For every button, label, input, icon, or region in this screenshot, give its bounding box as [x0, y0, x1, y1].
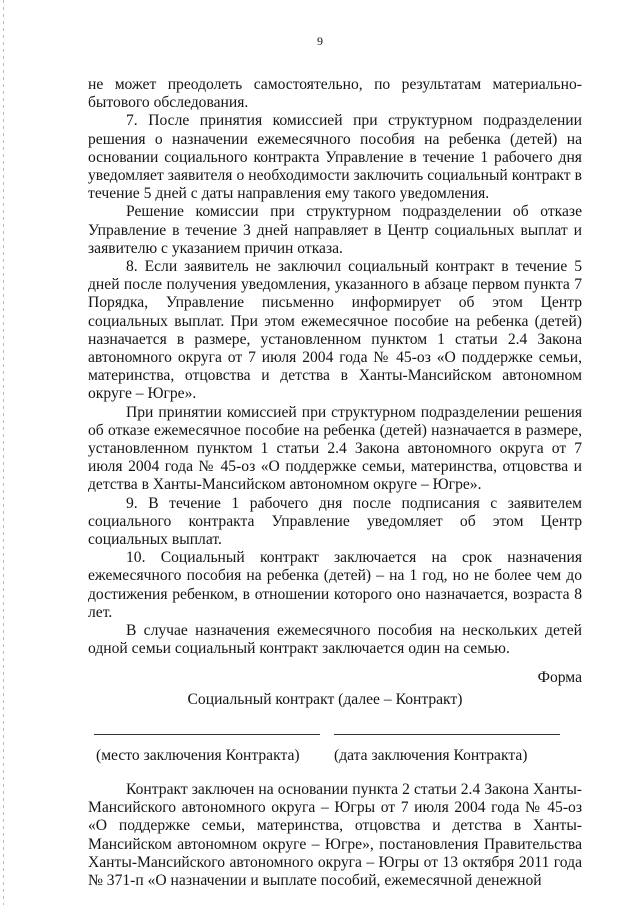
- paragraph-item-10: 10. Социальный контракт заключается на срок назначения ежемесячного пособия на ребенка (детей) – на 1 год, но не более чем до достижения ребенком, в отношении которого оно назначается, возраста 8 лет.: [88, 549, 582, 621]
- document-body: [88, 76, 582, 890]
- paragraph-continuation: не может преодолеть самостоятельно, по результатам материально-бытового обследования.: [88, 76, 582, 112]
- paragraph-refusal-allowance: При принятии комиссией при структурном подразделении решения об отказе ежемесячное пособие на ребенка (детей) назначается в размере, установленном пунктом 1 статьи 2.4 Закона автономного округа от 7 июля 2004 года № 45-оз «О поддержке семьи, материнства, отцовства и детства в Ханты-Мансийском автономном округе – Югре».: [88, 403, 582, 494]
- contract-intro: Контракт заключен на основании пункта 2 статьи 2.4 Закона Ханты-Мансийского автономного округа – Югры от 7 июля 2004 года № 45-оз «О поддержке семьи, материнства, отцовства и детства в Ханты-Мансийском автономном округе – Югре», постановления Правительства Ханты-Мансийского автономного округа – Югры от 13 октября 2011 года № 371-п «О назначении и выплате пособий, ежемесячной денежной: [88, 780, 582, 889]
- form-label: Форма: [537, 668, 582, 686]
- paragraph-refusal-decision: Решение комиссии при структурном подразделении об отказе Управление в течение 3 дней направляет в Центр социальных выплат и заявителю с указанием причин отказа.: [88, 203, 582, 257]
- contract-title: Социальный контракт (далее – Контракт): [187, 690, 463, 708]
- scan-edge-artifact: [3, 0, 4, 905]
- paragraph-several-children: В случае назначения ежемесячного пособия на нескольких детей одной семьи социальный контракт заключается один на семью.: [88, 622, 582, 658]
- date-caption: (дата заключения Контракта): [334, 746, 528, 764]
- signature-fields: [88, 723, 582, 773]
- paragraph-item-7: 7. После принятия комиссией при структурном подразделении решения о назначении ежемесячного пособия на ребенка (детей) на основании социального контракта Управление в течение 1 рабочего дня уведомляет заявителя о необходимости заключить социальный контракт в течение 5 дней с даты направления ему такого уведомления.: [88, 112, 582, 203]
- paragraph-item-8: 8. Если заявитель не заключил социальный контракт в течение 5 дней после получения уведомления, указанного в абзаце первом пункта 7 Порядка, Управление письменно информирует об этом Центр социальных выплат. При этом ежемесячное пособие на ребенка (детей) назначается в размере, установленном пунктом 1 статьи 2.4 Закона автономного округа от 7 июля 2004 года № 45-оз «О поддержке семьи, материнства, отцовства и детства в Ханты-Мансийском автономном округе – Югре».: [88, 258, 582, 403]
- place-caption: (место заключения Контракта): [96, 746, 300, 764]
- paragraph-item-9: 9. В течение 1 рабочего дня после подписания с заявителем социального контракта Управление уведомляет об этом Центр социальных выплат.: [88, 494, 582, 549]
- page-number: 9: [317, 34, 323, 48]
- date-blank-line: [334, 734, 560, 735]
- place-blank-line: [94, 734, 320, 735]
